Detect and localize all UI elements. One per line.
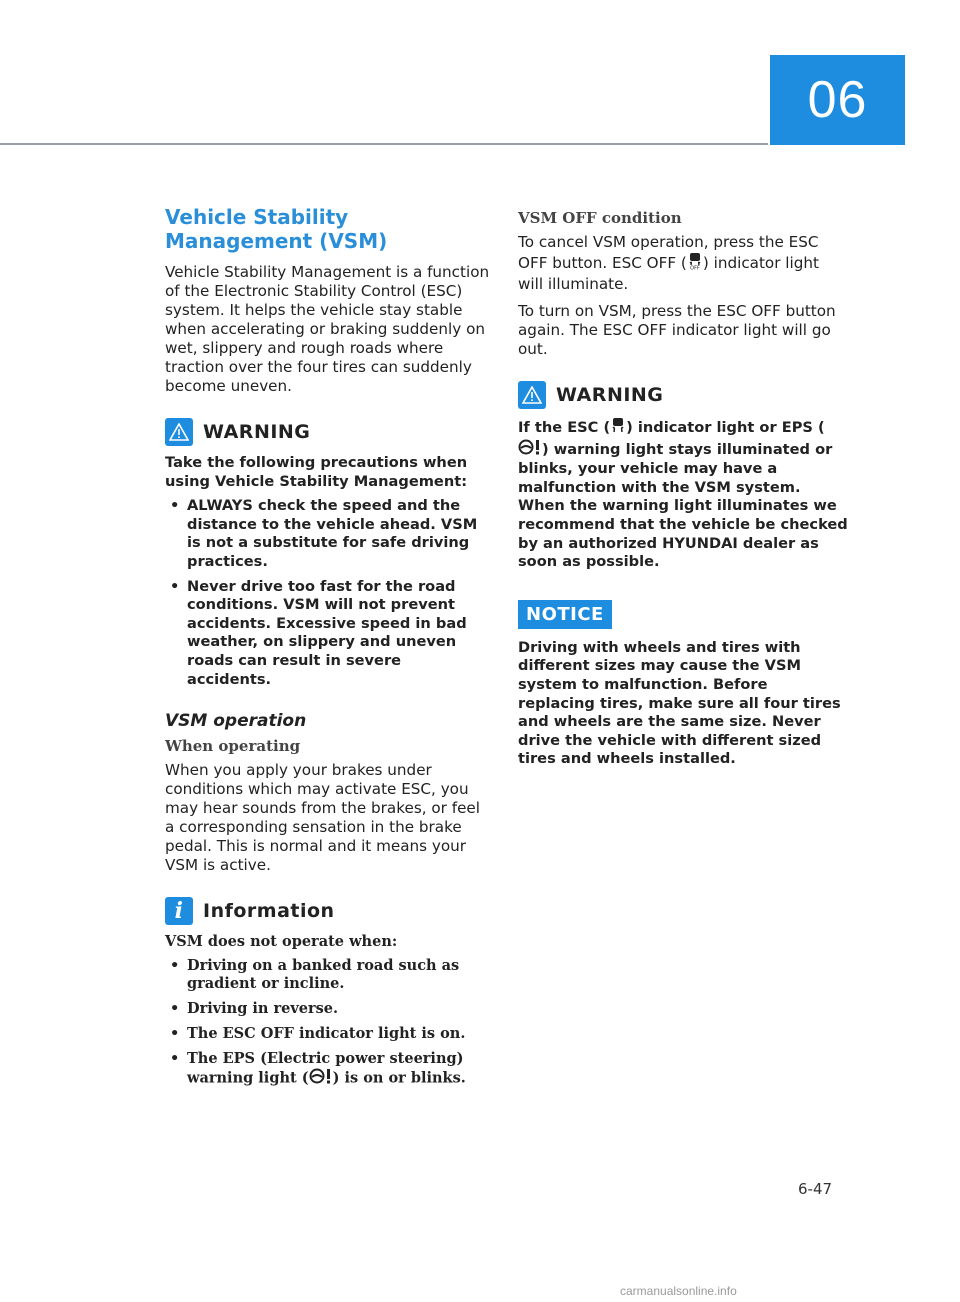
- chapter-number: 06: [807, 71, 868, 129]
- eps-warning-icon: [309, 1068, 333, 1089]
- warning-text-3: ) warning light stays illuminated or blinks, your vehicle may have a malfunction with the VSM system. When the warning light illuminates we recommend that the vehicle be checked by an authorized HYUNDAI dealer as soon as possible.: [518, 440, 848, 571]
- right-column: [518, 205, 848, 775]
- warning-label: WARNING: [556, 384, 664, 406]
- header-rule: [0, 143, 768, 145]
- eps-warning-icon: [518, 439, 542, 461]
- list-item: • ALWAYS check the speed and the distance to the vehicle ahead. VSM is not a substitute for safe driving practices.: [165, 497, 490, 571]
- warning-text-1: If the ESC (: [518, 418, 611, 436]
- esc-off-icon: [687, 252, 703, 275]
- vsm-off-paragraph-2: To turn on VSM, press the ESC OFF button again. The ESC OFF indicator light will go out.: [518, 302, 836, 358]
- section-title: Vehicle Stability Management (VSM): [165, 205, 388, 253]
- warning-paragraph: [518, 417, 848, 572]
- chapter-tab: [770, 55, 905, 145]
- list-item: [165, 1050, 490, 1089]
- list-item: • Never drive too fast for the road conditions. VSM will not prevent accidents. Excessive speed in bad weather, on slippery and uneven roads can result in severe accidents.: [165, 578, 490, 690]
- operation-paragraph: When you apply your brakes under conditions which may activate ESC, you may hear sounds from the brakes, or feel a corresponding sensation in the brake pedal. This is normal and it means your VSM is active.: [165, 761, 480, 875]
- warning-label: WARNING: [203, 421, 311, 443]
- page-number: 6-47: [798, 1180, 833, 1198]
- warning-lead: Take the following precautions when using Vehicle Stability Management:: [165, 454, 468, 490]
- vsm-off-title: VSM OFF condition: [518, 209, 682, 227]
- list-item: • Driving on a banked road such as gradient or incline.: [165, 957, 490, 993]
- svg-text:OFF: OFF: [690, 265, 700, 270]
- list-item: • The ESC OFF indicator light is on.: [165, 1025, 490, 1043]
- vsm-off-paragraph-1: [518, 233, 848, 294]
- list-item: • Driving in reverse.: [165, 1000, 490, 1018]
- vsm-off-text-before: To cancel VSM operation, press the ESC OFF button. ESC OFF (: [518, 233, 819, 272]
- info-icon: i: [165, 897, 193, 925]
- information-lead: VSM does not operate when:: [165, 933, 398, 951]
- notice-paragraph: Driving with wheels and tires with different sizes may cause the VSM system to malfunction. Before replacing tires, make sure all four tires and wheels are the same size. Never drive the vehicle with different sized tires and wheels installed.: [518, 638, 841, 768]
- eps-item-text-before: The EPS (Electric power steering) warning light (: [187, 1050, 464, 1087]
- warning-triangle-icon: [518, 381, 546, 409]
- information-label: Information: [203, 900, 335, 923]
- information-list: [165, 957, 490, 1089]
- warning-text-2: ) indicator light or EPS (: [626, 418, 825, 436]
- notice-badge: NOTICE: [518, 600, 612, 629]
- left-column: [165, 205, 490, 1096]
- intro-paragraph: Vehicle Stability Management is a function of the Electronic Stability Control (ESC) system. It helps the vehicle stay stable when accelerating or braking suddenly on wet, slippery and rough roads where traction over the four tires can suddenly become uneven.: [165, 263, 490, 395]
- eps-item-text-after: ) is on or blinks.: [332, 1069, 466, 1087]
- warning-list: [165, 497, 490, 689]
- information-header: [165, 897, 490, 925]
- vsm-off-text-after: ) indicator light will illuminate.: [518, 254, 819, 293]
- warning-header-right: [518, 381, 848, 409]
- esc-icon: [610, 417, 626, 439]
- operation-title: VSM operation: [165, 711, 307, 732]
- warning-triangle-icon: [165, 418, 193, 446]
- warning-header: [165, 418, 490, 446]
- watermark: carmanualsonline.info: [620, 1284, 737, 1298]
- operation-subtitle: When operating: [165, 737, 301, 756]
